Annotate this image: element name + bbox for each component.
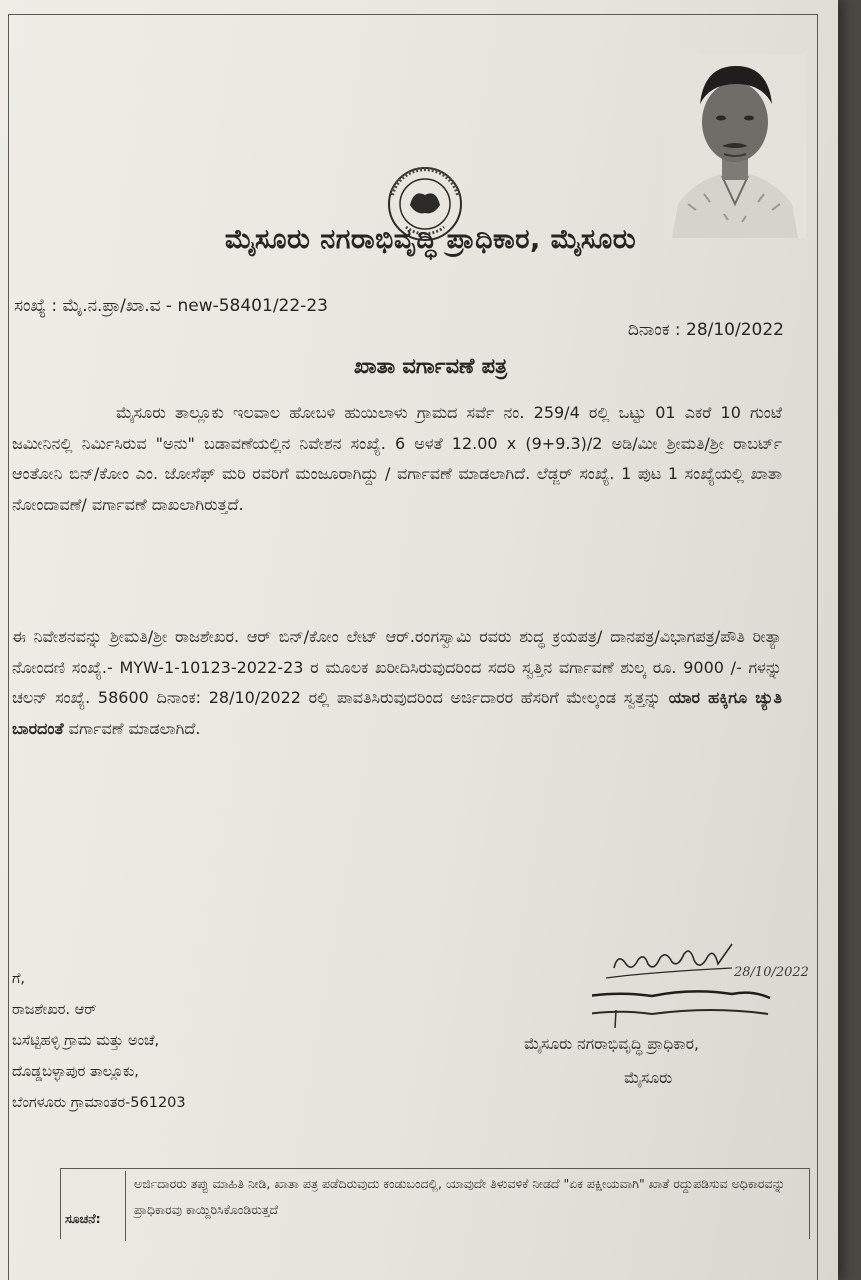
paragraph-property-details: ಮೈಸೂರು ತಾಲ್ಲೂಕು ಇಲವಾಲ ಹೋಬಳಿ ಹುಯಿಲಾಳು ಗ್ರಾಮದ ಸರ್ವೆ ನಂ. 259/4 ರಲ್ಲಿ ಒಟ್ಟು 01 ಎಕರೆ 10 ಗುಂಟೆ ಜಮೀನಿನಲ್ಲಿ ನಿರ್ಮಿಸಿರುವ "ಅನು" ಬಡಾವಣೆಯಲ್ಲಿನ ನಿವೇಶನ ಸಂಖ್ಯೆ. 6 ಅಳತೆ 12.00 x (9+9.3)/2 ಅಡಿ/ಮೀ ಶ್ರೀಮತಿ/ಶ್ರೀ ರಾಬರ್ಟ್ ಆಂತೋನಿ ಬಿನ್/ಕೋಂ ಎಂ. ಜೋಸೆಫ್ ಮರಿ ರವರಿಗೆ ಮಂಜೂರಾಗಿದ್ದು / ವರ್ಗಾವಣೆ ಮಾಡಲಾಗಿದೆ. ಲೆಡ್ಜರ್ ಸಂಖ್ಯೆ. 1 ಪುಟ 1 ಸಂಖ್ಯೆಯಲ್ಲಿ ಖಾತಾ ನೋಂದಾವಣೆ/ ವರ್ಗಾವಣೆ ದಾಖಲಾಗಿರುತ್ತದೆ. xyxy=(12,403,782,514)
addressee-name: ರಾಜಶೇಖರ. ಆರ್ xyxy=(12,1002,97,1018)
signature-date: 28/10/2022 xyxy=(734,965,809,980)
addressee-district: ಬೆಂಗಳೂರು ಗ್ರಾಮಾಂತರ-561203 xyxy=(12,1095,186,1111)
paragraph-transfer-text: ಈ ನಿವೇಶನವನ್ನು ಶ್ರೀಮತಿ/ಶ್ರೀ ರಾಜಶೇಖರ. ಆರ್ ಬಿನ್/ಕೋಂ ಲೇಟ್ ಆರ್.ರಂಗಸ್ವಾಮಿ ರವರು ಶುದ್ಧ ಕ್ರಯಪತ್ರ/ ದಾನಪತ್ರ/ವಿಭಾಗಪತ್ರ/ಪೌತಿ ರೀತ್ಯಾ ನೋಂದಣಿ ಸಂಖ್ಯೆ.- MYW-1-10123-2022-23 ರ ಮೂಲಕ ಖರೀದಿಸಿರುವುದರಿಂದ ಸದರಿ ಸ್ವತ್ತಿನ ವರ್ಗಾವಣೆ ಶುಲ್ಕ ರೂ. 9000 /- ಗಳನ್ನು ಚಲನ್ ಸಂಖ್ಯೆ. 58600 ದಿನಾಂಕ: 28/10/2022 ರಲ್ಲಿ ಪಾವತಿಸಿರುವುದರಿಂದ ಅರ್ಜಿದಾರರ ಹೆಸರಿಗೆ ಮೇಲ್ಕಂಡ ಸ್ವತ್ತನ್ನು xyxy=(12,627,782,707)
paragraph-transfer-end: ವರ್ಗಾವಣೆ ಮಾಡಲಾಗಿದೆ. xyxy=(63,718,201,738)
addressee-taluk: ದೊಡ್ಡಬಳ್ಳಾಪುರ ತಾಲ್ಲೂಕು, xyxy=(12,1064,139,1080)
document-subtitle: ಖಾತಾ ವರ್ಗಾವಣೆ ಪತ್ರ xyxy=(353,354,508,378)
signatory-city: ಮೈಸೂರು xyxy=(624,1069,673,1087)
addressee-block xyxy=(12,964,186,1119)
paragraph-transfer-bold: ಯಾರ ಹಕ್ಕಿಗೂ ಚ್ಯುತಿ ಬಾರದಂತೆ xyxy=(12,688,782,738)
official-signature xyxy=(592,938,822,1028)
signatory-office: ಮೈಸೂರು ನಗರಾಭಿವೃದ್ಧಿ ಪ್ರಾಧಿಕಾರ, xyxy=(524,1035,699,1053)
applicant-photo xyxy=(664,54,806,238)
paragraph-transfer-details xyxy=(12,622,782,744)
notice-label: ಸೂಚನೆ: xyxy=(65,1211,101,1226)
issue-date: ದಿನಾಂಕ : 28/10/2022 xyxy=(627,320,784,340)
authority-title: ಮೈಸೂರು ನಗರಾಭಿವೃದ್ಧಿ ಪ್ರಾಧಿಕಾರ, ಮೈಸೂರು xyxy=(224,224,637,255)
reference-number: ಸಂಖ್ಯೆ : ಮೈ.ನ.ಪ್ರಾ/ಖಾ.ವ - new-58401/22-23 xyxy=(14,296,328,316)
notice-box xyxy=(60,1168,810,1239)
notice-text: ಅರ್ಜಿದಾರರು ತಪ್ಪು ಮಾಹಿತಿ ನೀಡಿ, ಖಾತಾ ಪತ್ರ ಪಡೆದಿರುವುದು ಕಂಡುಬಂದಲ್ಲಿ, ಯಾವುದೇ ತಿಳುವಳಿಕೆ ನೀಡದೆ "ಏಕ ಪಕ್ಷೀಯವಾಗಿ" ಖಾತೆ ರದ್ದುಪಡಿಸುವ ಅಧಿಕಾರವನ್ನು ಪ್ರಾಧಿಕಾರವು ಕಾಯ್ದಿರಿಸಿಕೊಂಡಿರುತ್ತದೆ xyxy=(125,1171,814,1241)
addressee-salutation: ಗೆ, xyxy=(12,971,26,987)
addressee-village: ಬಸೆಟ್ಟಿಹಳ್ಳಿ ಗ್ರಾಮ ಮತ್ತು ಅಂಚೆ, xyxy=(12,1033,160,1049)
